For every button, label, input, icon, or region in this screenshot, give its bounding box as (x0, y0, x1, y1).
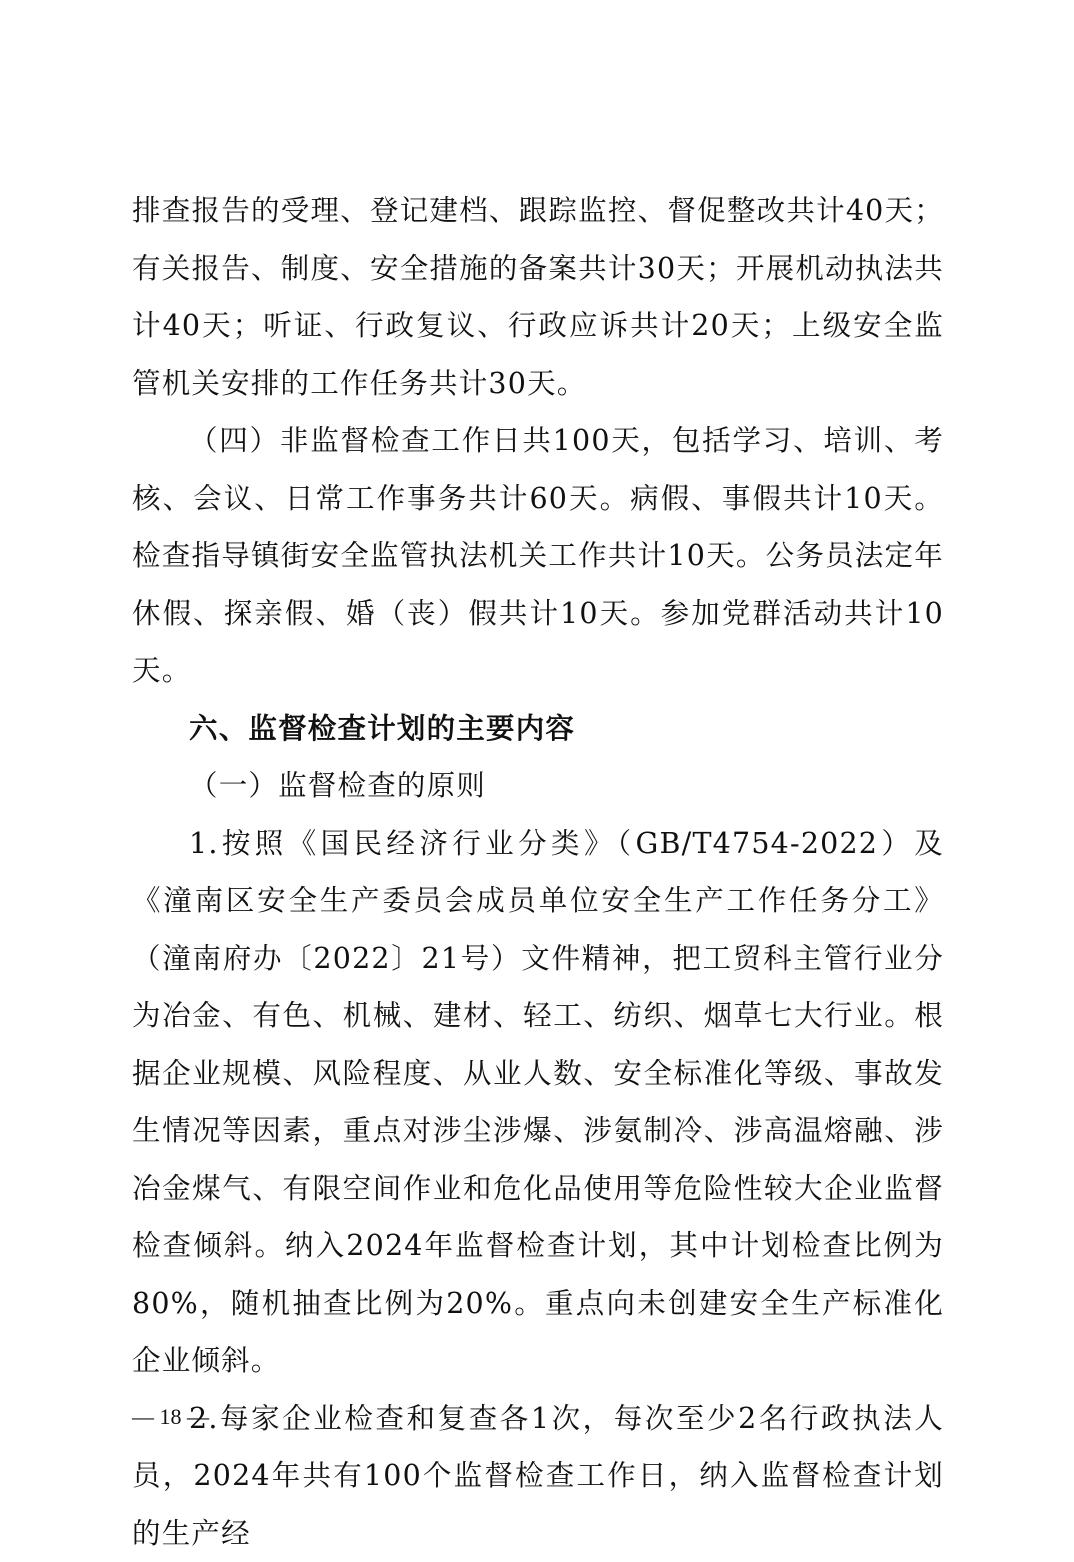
paragraph-continuation: 排查报告的受理、登记建档、跟踪监控、督促整改共计40天；有关报告、制度、安全措施的备案共计30天；开展机动执法共计40天；听证、行政复议、行政应诉共计20天；上级安全监管机关安排的工作任务共计30天。 (132, 182, 944, 412)
paragraph-principle-2: 2.每家企业检查和复查各1次，每次至少2名行政执法人员，2024年共有100个监督检查工作日，纳入监督检查计划的生产经 (132, 1390, 944, 1562)
section-heading: 六、监督检查计划的主要内容 (132, 700, 944, 758)
page-number: — 18 — (132, 1404, 209, 1430)
paragraph-non-inspection-days: （四）非监督检查工作日共100天，包括学习、培训、考核、会议、日常工作事务共计60天。病假、事假共计10天。检查指导镇街安全监管执法机关工作共计10天。公务员法定年休假、探亲假、婚（丧）假共计10天。参加党群活动共计10天。 (132, 412, 944, 700)
subsection-heading: （一）监督检查的原则 (132, 757, 944, 815)
document-body (132, 182, 944, 1562)
paragraph-principle-1: 1.按照《国民经济行业分类》（GB/T4754-2022）及《潼南区安全生产委员会成员单位安全生产工作任务分工》（潼南府办〔2022〕21号）文件精神，把工贸科主管行业分为冶金、有色、机械、建材、轻工、纺织、烟草七大行业。根据企业规模、风险程度、从业人数、安全标准化等级、事故发生情况等因素，重点对涉尘涉爆、涉氨制冷、涉高温熔融、涉冶金煤气、有限空间作业和危化品使用等危险性较大企业监督检查倾斜。纳入2024年监督检查计划，其中计划检查比例为80%，随机抽查比例为20%。重点向未创建安全生产标准化企业倾斜。 (132, 815, 944, 1390)
